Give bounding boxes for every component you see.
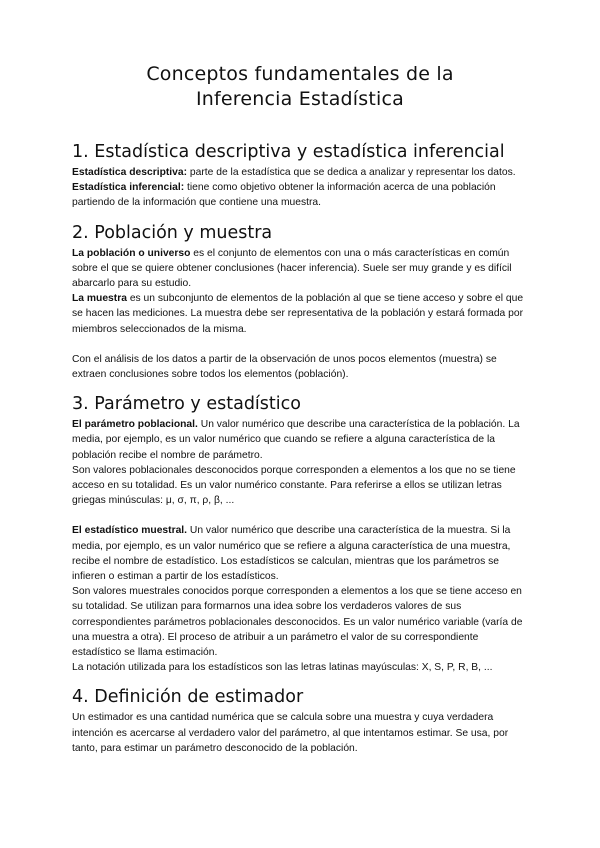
paragraph: Son valores poblacionales desconocidos porque corresponden a elementos a los que no se tiene acceso en su totalidad. Es un valor numérico constante. Para referirse a ellos se utilizan letras griegas minúsculas: μ, σ, π, ρ, β, ... xyxy=(72,464,516,507)
section-3 xyxy=(72,393,528,675)
section-3-heading: 3. Parámetro y estadístico xyxy=(72,394,301,415)
paragraph: La notación utilizada para los estadísticos son las letras latinas mayúsculas: X, S, P, R, B, ... xyxy=(72,662,493,674)
paragraph: Con el análisis de los datos a partir de la observación de unos pocos elementos (muestra) se extraen conclusiones sobre todos los elementos (población). xyxy=(72,353,497,381)
section-1 xyxy=(72,141,528,211)
section-2-heading: 2. Población y muestra xyxy=(72,222,273,243)
term: Estadística descriptiva: xyxy=(72,167,188,178)
paragraph: La población o universo es el conjunto de elementos con una o más características en común sobre el que se quiere obtener conclusiones (hacer inferencia). Suele ser muy grande y es difícil abarcarlo para su estudio. xyxy=(72,247,512,290)
title-line-1: Conceptos fundamentales de la xyxy=(146,63,454,85)
section-4 xyxy=(72,686,528,756)
term: La población o universo xyxy=(72,247,191,259)
paragraph: Un estimador es una cantidad numérica que se calcula sobre una muestra y cuya verdadera intención es acercarse al verdadero valor del parámetro, al que intentamos estimar. Se usa, por tanto, para estimar un parámetro desconocido de la población. xyxy=(72,712,509,754)
paragraph: Son valores muestrales conocidos porque corresponden a elementos a los que se tiene acceso en su totalidad. Se utilizan para formarnos una idea sobre los verdaderos valores de sus correspondientes parámetros poblacionales desconocidos. Es un valor numérico variable (varía de una muestra a otra). El proceso de atribuir a un parámetro el valor de su correspondiente estadístico se llama estimación. xyxy=(72,586,523,659)
term: El parámetro poblacional. xyxy=(72,419,198,431)
term: El estadístico muestral. xyxy=(72,525,188,537)
section-2 xyxy=(72,222,528,383)
paragraph: El estadístico muestral. Un valor numérico que describe una característica de la muestra. Si la media, por ejemplo, es un valor numérico que se refiere a alguna característica de una muestra, recibe el nombre de estadístico. Los estadísticos se calculan, mientras que los parámetros se infieren o estiman a partir de los estadísticos. xyxy=(72,525,511,583)
title-line-2: Inferencia Estadística xyxy=(195,88,404,110)
paragraph: El parámetro poblacional. Un valor numérico que describe una característica de la población. La media, por ejemplo, es un valor numérico que cuando se refiere a alguna característica de la población recibe el nombre de parámetro. xyxy=(72,419,520,461)
section-4-heading: 4. Definición de estimador xyxy=(72,687,304,708)
paragraph: La muestra es un subconjunto de elementos de la población al que se tiene acceso y sobre el que se hacen las mediciones. La muestra debe ser representativa de la población y estará formada por miembros seleccionados de la misma. xyxy=(72,293,524,335)
section-1-heading: 1. Estadística descriptiva y estadística inferencial xyxy=(72,142,505,162)
paragraph: Estadística descriptiva: parte de la estadística que se dedica a analizar y representar los datos. xyxy=(72,167,516,178)
term: La muestra xyxy=(72,293,127,305)
document-page xyxy=(72,62,528,767)
document-title xyxy=(72,62,528,112)
term: Estadística inferencial: xyxy=(72,182,185,194)
paragraph: Estadística inferencial: tiene como objetivo obtener la información acerca de una población partiendo de la información que contiene una muestra. xyxy=(72,182,496,209)
